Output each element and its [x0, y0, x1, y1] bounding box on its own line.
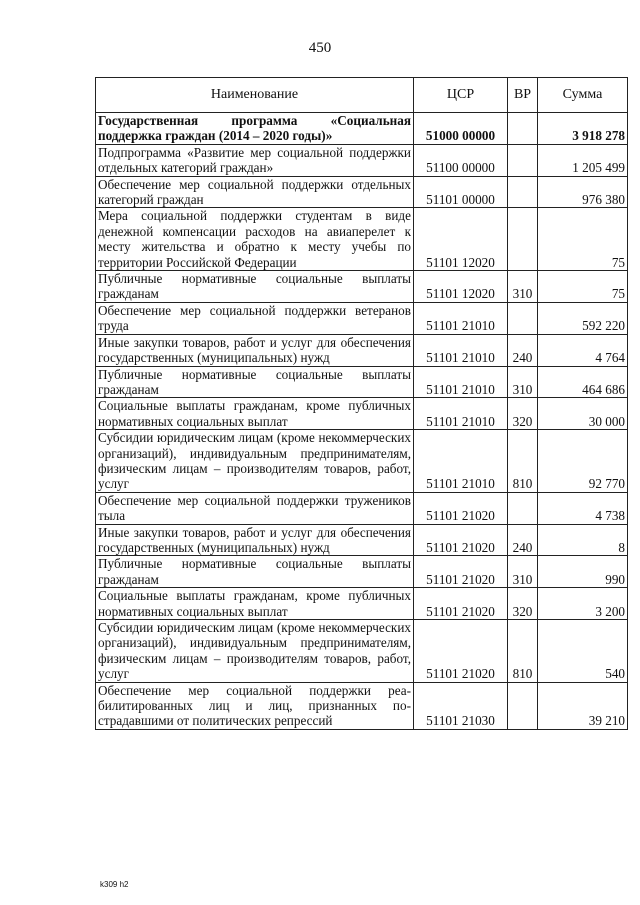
cell-csr: 51101 21010: [414, 334, 508, 366]
cell-name: Публичные нормативные социальные выплаты гражданам: [96, 366, 414, 398]
cell-sum: 592 220: [538, 302, 628, 334]
cell-sum: 39 210: [538, 682, 628, 729]
cell-csr: 51101 00000: [414, 176, 508, 208]
cell-sum: 92 770: [538, 430, 628, 493]
cell-vr: 310: [508, 271, 538, 303]
cell-csr: 51101 12020: [414, 208, 508, 271]
cell-sum: 1 205 499: [538, 144, 628, 176]
cell-vr: [508, 302, 538, 334]
table-row: [96, 302, 628, 334]
cell-sum: 4 764: [538, 334, 628, 366]
cell-sum: 464 686: [538, 366, 628, 398]
cell-vr: [508, 492, 538, 524]
cell-csr: 51101 21010: [414, 302, 508, 334]
cell-name: Государственная программа «Социальная поддержка граждан (2014 – 2020 годы)»: [96, 113, 414, 145]
table-row: [96, 208, 628, 271]
footer-code: k309 h2: [100, 880, 129, 889]
header-sum: Сумма: [538, 78, 628, 113]
cell-name: Обеспечение мер социальной поддержки отдельных категорий граждан: [96, 176, 414, 208]
cell-vr: 310: [508, 556, 538, 588]
cell-sum: 990: [538, 556, 628, 588]
cell-csr: 51101 21020: [414, 556, 508, 588]
page-number: 450: [308, 40, 332, 56]
cell-vr: 240: [508, 524, 538, 556]
table-row: [96, 398, 628, 430]
header-name: Наименование: [96, 78, 414, 113]
cell-csr: 51000 00000: [414, 113, 508, 145]
cell-sum: 75: [538, 208, 628, 271]
cell-vr: 240: [508, 334, 538, 366]
table-row: [96, 366, 628, 398]
cell-name: Субсидии юридическим лицам (кроме некоммерческих организаций), индивидуальным предпринимателям, физическим лицам – производителям товаров, работ, услуг: [96, 620, 414, 683]
budget-table: [95, 77, 628, 730]
cell-sum: 30 000: [538, 398, 628, 430]
cell-name: Социальные выплаты гражданам, кроме публичных нормативных социальных выплат: [96, 398, 414, 430]
cell-sum: 976 380: [538, 176, 628, 208]
table-header-row: [96, 78, 628, 113]
cell-csr: 51100 00000: [414, 144, 508, 176]
table-row: [96, 492, 628, 524]
cell-name: Мера социальной поддержки студентам в виде денежной компенсации расходов на авиаперелет к месту жительства и обратно к месту учебы по территории Российской Федерации: [96, 208, 414, 271]
cell-sum: 540: [538, 620, 628, 683]
table-row: [96, 113, 628, 145]
cell-sum: 3 200: [538, 588, 628, 620]
cell-vr: [508, 144, 538, 176]
table-row: [96, 588, 628, 620]
table-body: [96, 113, 628, 730]
cell-csr: 51101 21030: [414, 682, 508, 729]
table-row: [96, 556, 628, 588]
cell-sum: 8: [538, 524, 628, 556]
cell-name: Публичные нормативные социальные выплаты гражданам: [96, 271, 414, 303]
cell-csr: 51101 21020: [414, 492, 508, 524]
cell-name: Обеспечение мер социальной поддержки ветеранов труда: [96, 302, 414, 334]
cell-csr: 51101 21020: [414, 524, 508, 556]
cell-name: Социальные выплаты гражданам, кроме публичных нормативных социальных выплат: [96, 588, 414, 620]
cell-vr: 320: [508, 398, 538, 430]
table-row: [96, 620, 628, 683]
cell-sum: 75: [538, 271, 628, 303]
cell-vr: [508, 208, 538, 271]
cell-sum: 4 738: [538, 492, 628, 524]
cell-vr: 810: [508, 620, 538, 683]
cell-vr: [508, 682, 538, 729]
cell-name: Обеспечение мер социальной поддержки тружеников тыла: [96, 492, 414, 524]
table-row: [96, 176, 628, 208]
table-row: [96, 430, 628, 493]
cell-vr: 810: [508, 430, 538, 493]
cell-name: Обеспечение мер социальной поддержки реабилитированных лиц и лиц, признанных пострадавшими от политических репрессий: [96, 682, 414, 729]
cell-name: Публичные нормативные социальные выплаты гражданам: [96, 556, 414, 588]
table-row: [96, 271, 628, 303]
table-row: [96, 524, 628, 556]
cell-csr: 51101 21010: [414, 430, 508, 493]
table-row: [96, 682, 628, 729]
cell-csr: 51101 21010: [414, 398, 508, 430]
header-vr: ВР: [508, 78, 538, 113]
table-row: [96, 334, 628, 366]
cell-vr: [508, 176, 538, 208]
cell-vr: 320: [508, 588, 538, 620]
cell-csr: 51101 21020: [414, 588, 508, 620]
cell-csr: 51101 21010: [414, 366, 508, 398]
cell-sum: 3 918 278: [538, 113, 628, 145]
cell-name: Подпрограмма «Развитие мер социальной поддержки отдельных категорий граждан»: [96, 144, 414, 176]
cell-name: Иные закупки товаров, работ и услуг для обеспечения государственных (муниципальных) нужд: [96, 334, 414, 366]
cell-vr: 310: [508, 366, 538, 398]
table-row: [96, 144, 628, 176]
cell-csr: 51101 12020: [414, 271, 508, 303]
cell-name: Субсидии юридическим лицам (кроме некоммерческих организаций), индивидуальным предпринимателям, физическим лицам – производителям товаров, работ, услуг: [96, 430, 414, 493]
cell-name: Иные закупки товаров, работ и услуг для обеспечения государственных (муниципальных) нужд: [96, 524, 414, 556]
cell-vr: [508, 113, 538, 145]
cell-csr: 51101 21020: [414, 620, 508, 683]
header-csr: ЦСР: [414, 78, 508, 113]
